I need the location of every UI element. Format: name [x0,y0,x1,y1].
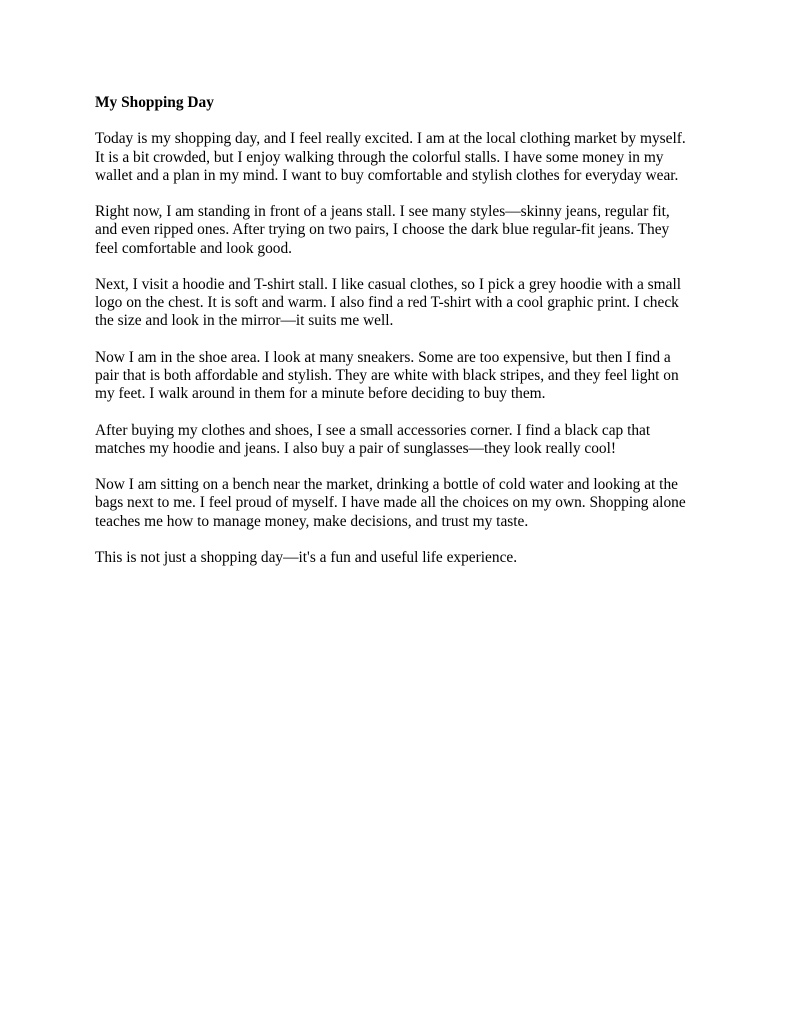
paragraph-line: Next, I visit a hoodie and T-shirt stall. I like casual clothes, so I pick a grey hoodie with a small [95,275,682,293]
paragraph-line: wallet and a plan in my mind. I want to buy comfortable and stylish clothes for everyday wear. [95,166,679,184]
paragraph-intro [95,130,715,185]
paragraph-line: logo on the chest. It is soft and warm. I also find a red T-shirt with a cool graphic print. I check [95,294,679,312]
paragraph-line: After buying my clothes and shoes, I see a small accessories corner. I find a black cap that [95,421,651,439]
paragraph-line: teaches me how to manage money, make decisions, and trust my taste. [95,512,529,530]
paragraph-conclusion [95,549,715,567]
paragraph-line: Now I am sitting on a bench near the market, drinking a bottle of cold water and looking at the [95,476,678,494]
paragraph-line: feel comfortable and look good. [95,239,293,257]
document-title: My Shopping Day [95,94,214,111]
paragraph-line: pair that is both affordable and stylish. They are white with black stripes, and they feel light on [95,366,679,384]
paragraph-shoes [95,349,715,404]
paragraph-line: matches my hoodie and jeans. I also buy a pair of sunglasses—they look really cool! [95,439,617,457]
paragraph-line: Now I am in the shoe area. I look at many sneakers. Some are too expensive, but then I find a [95,348,671,366]
paragraph-accessories [95,422,715,458]
paragraph-jeans [95,203,715,258]
paragraph-line: This is not just a shopping day—it's a fun and useful life experience. [95,548,518,566]
paragraph-line: It is a bit crowded, but I enjoy walking through the colorful stalls. I have some money in my [95,148,664,166]
paragraph-line: and even ripped ones. After trying on two pairs, I choose the dark blue regular-fit jeans. They [95,221,670,239]
paragraph-line: Right now, I am standing in front of a jeans stall. I see many styles—skinny jeans, regular fit, [95,203,670,221]
paragraph-bench [95,476,715,531]
document-page [95,94,715,585]
paragraph-line: my feet. I walk around in them for a minute before deciding to buy them. [95,385,546,403]
paragraph-line: the size and look in the mirror—it suits me well. [95,312,394,330]
paragraph-hoodie [95,276,715,331]
paragraph-line: Today is my shopping day, and I feel really excited. I am at the local clothing market by myself. [95,130,686,148]
paragraph-line: bags next to me. I feel proud of myself. I have made all the choices on my own. Shopping alone [95,494,686,512]
